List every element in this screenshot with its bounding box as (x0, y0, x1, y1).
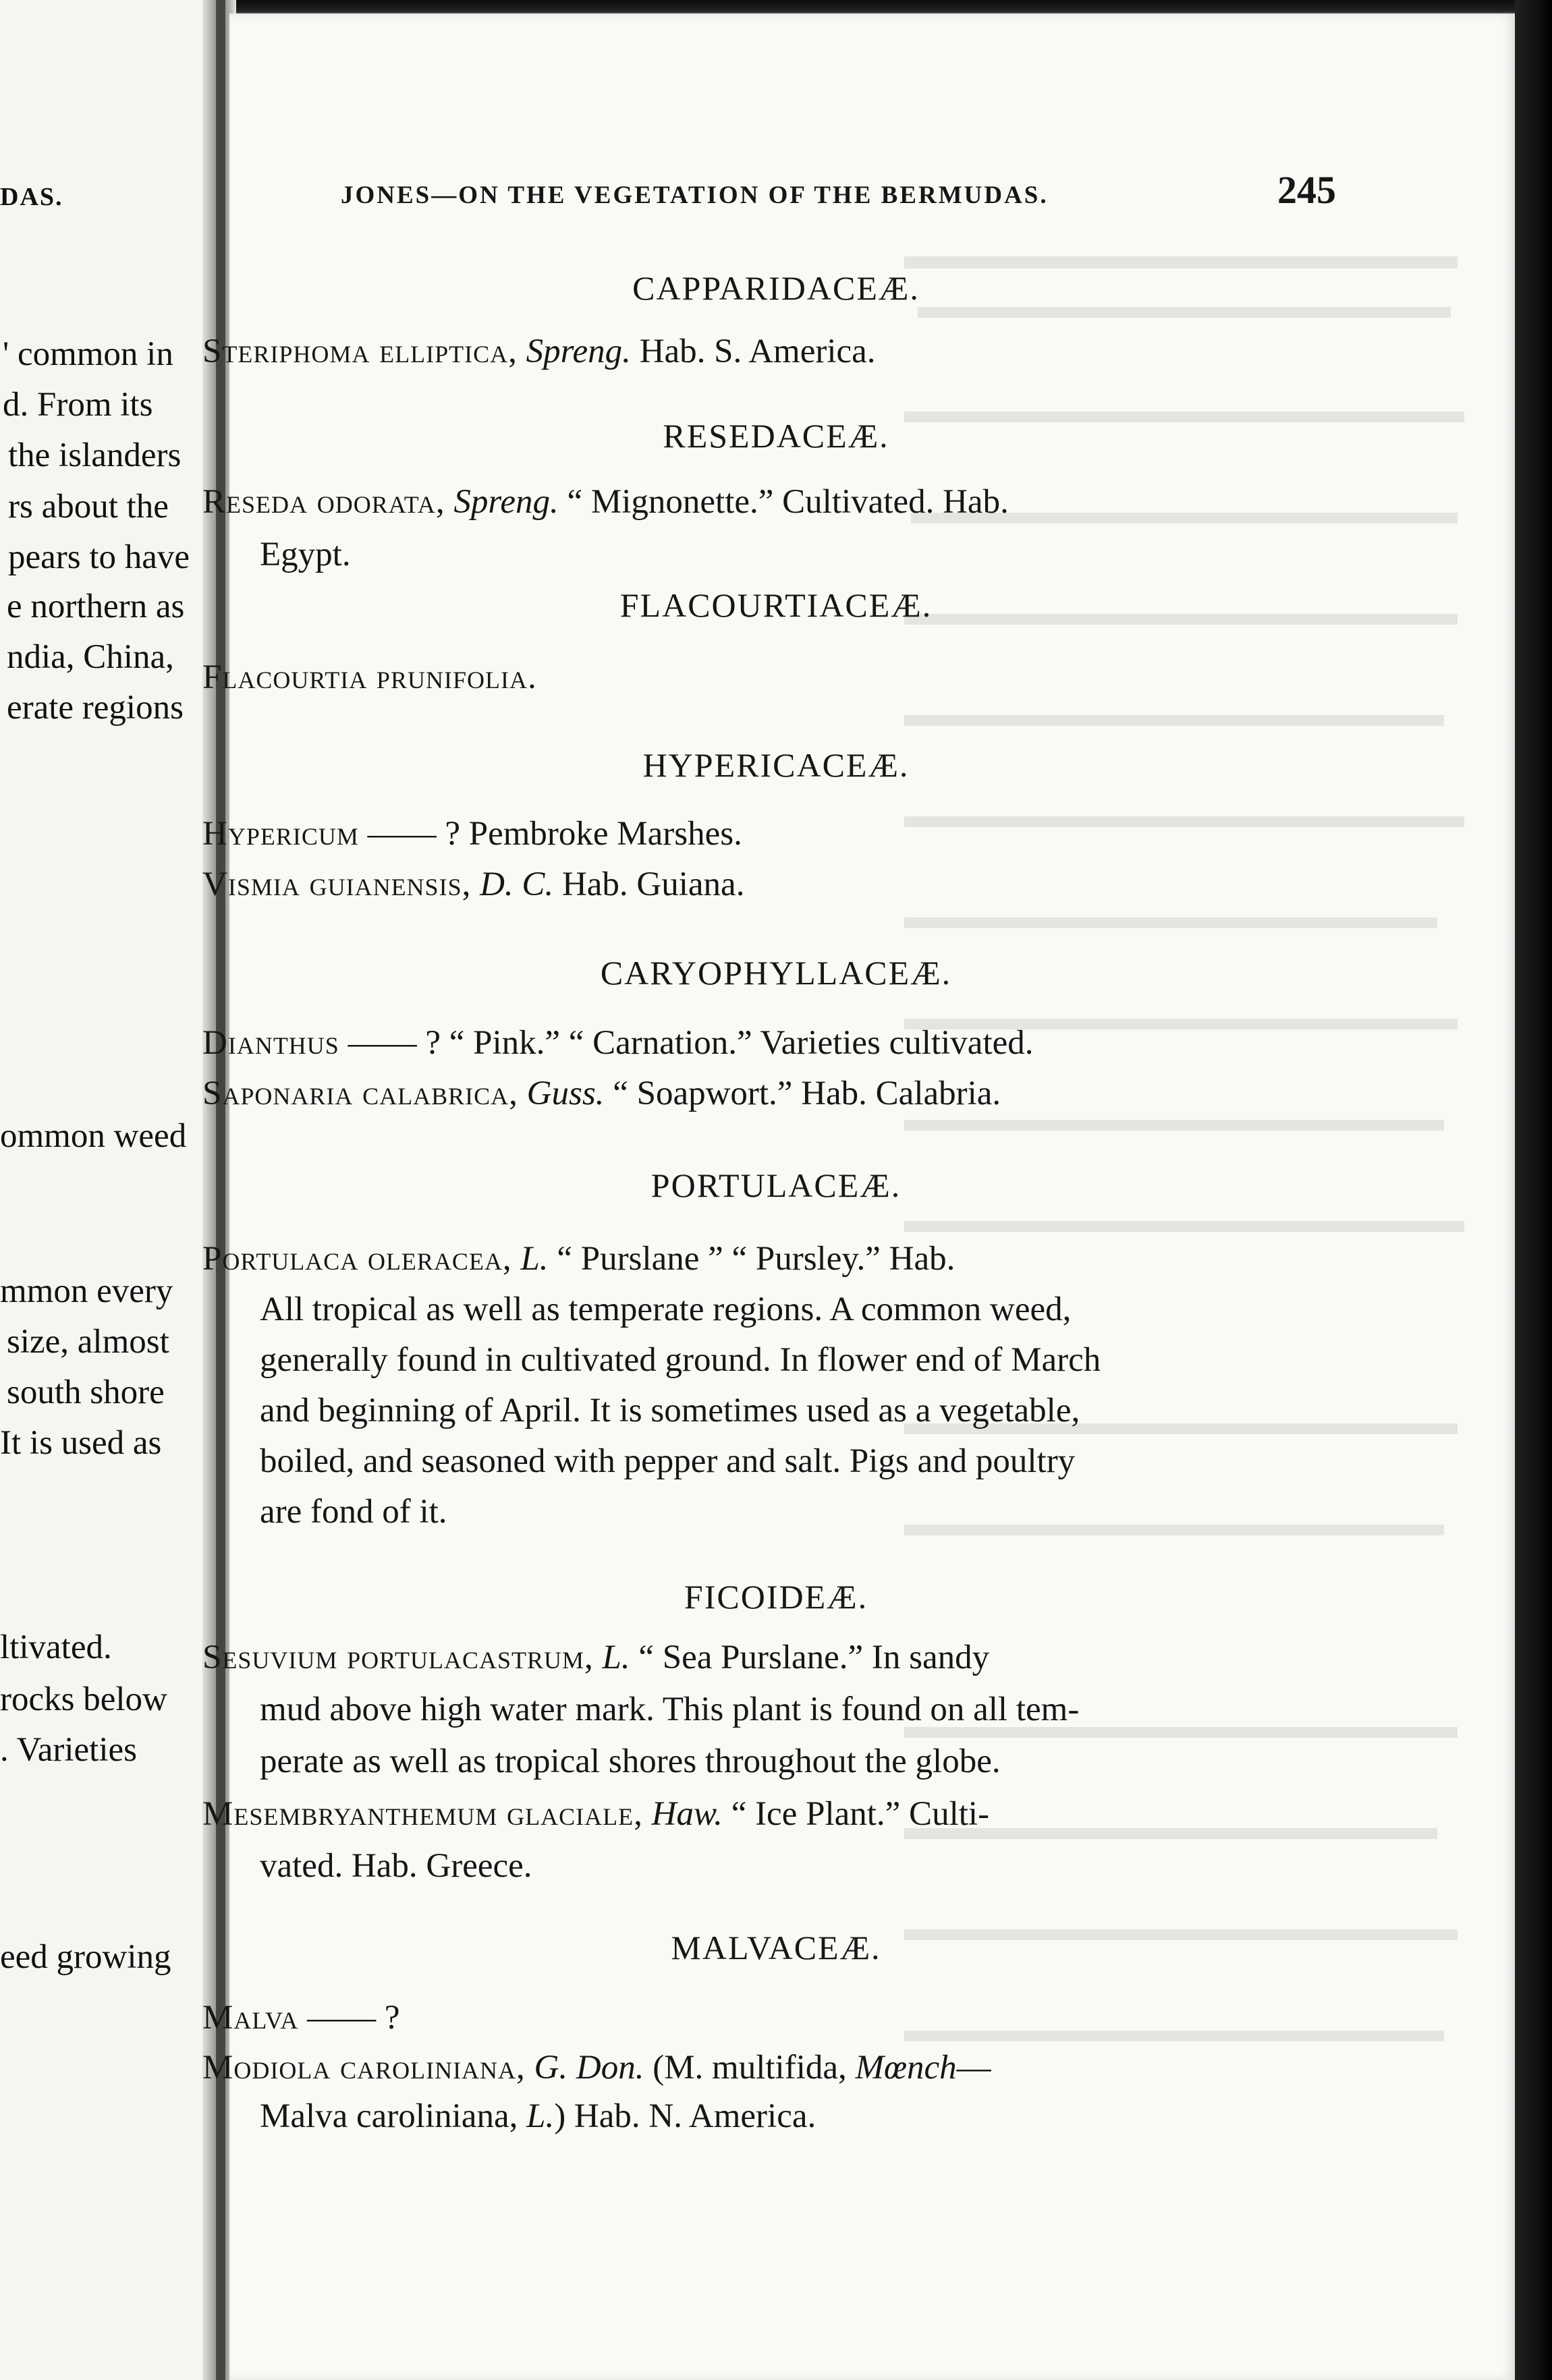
entry-text: “ Sea Purslane.” In sandy (638, 1639, 990, 1676)
entry-portulaca-line: are fond of it. (260, 1493, 447, 1531)
entry-steriphoma (202, 332, 876, 371)
family-heading-malvaceae: MALVACEÆ. (671, 1929, 881, 1966)
family-heading-hypericaceae: HYPERICACEÆ. (642, 746, 910, 784)
left-line: the islanders (8, 436, 182, 474)
left-line: erate regions (7, 689, 184, 727)
species-author: Spreng. (526, 333, 631, 370)
entry-text: “ Mignonette.” Cultivated. Hab. (567, 483, 1009, 521)
entry-flacourtia (202, 658, 537, 697)
entry-text: “ Purslane ” “ Pursley.” Hab. (557, 1240, 955, 1278)
right-edge-shadow (1515, 0, 1552, 2380)
family-heading-resedaceae: RESEDACEÆ. (663, 417, 889, 455)
entry-text: (M. multifida, (653, 2049, 847, 2087)
species-name: Portulaca oleracea, (202, 1240, 512, 1278)
entry-dianthus (202, 1023, 1034, 1062)
species-author: Haw. (651, 1795, 723, 1833)
entry-modiola-continuation (260, 2097, 816, 2136)
species-name: Flacourtia prunifolia. (202, 658, 537, 696)
entry-text: Malva caroliniana, (260, 2097, 518, 2135)
running-head: JONES—ON THE VEGETATION OF THE BERMUDAS. (341, 181, 1049, 209)
family-heading-portulaceae: PORTULACEÆ. (650, 1166, 902, 1204)
species-author: L. (602, 1639, 630, 1676)
entry-malva (202, 1998, 400, 2037)
entry-text: ) Hab. N. America. (554, 2097, 816, 2135)
left-line: ' common in (3, 335, 173, 373)
entry-saponaria (202, 1074, 1001, 1113)
left-line: rocks below (0, 1680, 167, 1718)
left-line: ommon weed (0, 1117, 187, 1155)
left-line: pears to have (8, 538, 190, 576)
entry-text: “ Soapwort.” Hab. Calabria. (613, 1075, 1001, 1112)
entry-reseda-continuation: Egypt. (260, 536, 351, 573)
species-name: Dianthus (202, 1024, 339, 1062)
entry-modiola (202, 2048, 991, 2087)
synonym-author: L. (526, 2097, 555, 2135)
family-heading-flacourtiaceae: FLACOURTIACEÆ. (619, 586, 933, 624)
entry-text: —— ? (307, 1999, 400, 2037)
entry-vismia (202, 865, 744, 904)
species-name: Steriphoma elliptica, (202, 333, 518, 370)
entry-sesuvium-line: mud above high water mark. This plant is found on all tem- (260, 1691, 1080, 1728)
species-name: Hypericum (202, 815, 359, 853)
species-name: Vismia guianensis, (202, 866, 472, 903)
entry-portulaca-line: generally found in cultivated ground. In flower end of March (260, 1341, 1101, 1379)
species-name: Malva (202, 1999, 299, 2037)
species-author: G. Don. (534, 2049, 644, 2087)
entry-portulaca-line: and beginning of April. It is sometimes used as a vegetable, (260, 1392, 1080, 1429)
species-name: Saponaria calabrica, (202, 1075, 518, 1112)
entry-text: —— ? Pembroke Marshes. (367, 815, 742, 853)
left-line: rs about the (8, 488, 169, 526)
family-heading-caryophyllaceae: CARYOPHYLLACEÆ. (600, 954, 952, 992)
entry-sesuvium-line: perate as well as tropical shores throughout the globe. (260, 1743, 1001, 1780)
entry-portulaca-line: All tropical as well as temperate regions. A common weed, (260, 1291, 1072, 1328)
left-line: d. From its (3, 386, 153, 424)
left-line: mmon every (0, 1272, 173, 1310)
entry-portulaca (202, 1239, 955, 1278)
entry-mesembryanthemum (202, 1794, 989, 1834)
entry-sesuvium (202, 1638, 989, 1677)
species-author: Guss. (526, 1075, 605, 1112)
left-line: e northern as (7, 588, 185, 625)
species-name: Modiola caroliniana, (202, 2049, 526, 2087)
left-line: south shore (7, 1373, 165, 1411)
left-page (0, 0, 223, 2380)
entry-reseda (202, 482, 1009, 521)
page-number: 245 (1277, 168, 1336, 212)
species-author: Spreng. (453, 483, 559, 521)
left-line: ltivated. (0, 1628, 112, 1666)
entry-mesembryanthemum-continuation: vated. Hab. Greece. (260, 1847, 532, 1885)
species-name: Reseda odorata, (202, 483, 445, 521)
entry-hypericum (202, 814, 742, 853)
family-heading-ficoideae: FICOIDEÆ. (684, 1578, 868, 1616)
left-line: It is used as (0, 1424, 162, 1462)
family-heading-capparidaceae: CAPPARIDACEÆ. (632, 269, 920, 307)
entry-text: Hab. S. America. (639, 333, 876, 370)
entry-text: “ Ice Plant.” Culti- (731, 1795, 990, 1833)
entry-text: — (956, 2049, 991, 2087)
entry-portulaca-line: boiled, and seasoned with pepper and salt. Pigs and poultry (260, 1442, 1076, 1480)
species-name: Sesuvium portulacastrum, (202, 1639, 594, 1676)
left-line: . Varieties (0, 1731, 138, 1769)
left-running-head-fragment: DAS. (0, 183, 63, 211)
entry-text: —— ? “ Pink.” “ Carnation.” Varieties cultivated. (348, 1024, 1034, 1062)
species-author: L. (520, 1240, 549, 1278)
species-name: Mesembryanthemum glaciale, (202, 1795, 643, 1833)
species-author: D. C. (480, 866, 554, 903)
left-line: eed growing (0, 1938, 171, 1976)
left-line: size, almost (7, 1323, 169, 1361)
synonym-author: Mœnch (855, 2049, 957, 2087)
entry-text: Hab. Guiana. (561, 866, 745, 903)
left-line: ndia, China, (7, 638, 174, 676)
